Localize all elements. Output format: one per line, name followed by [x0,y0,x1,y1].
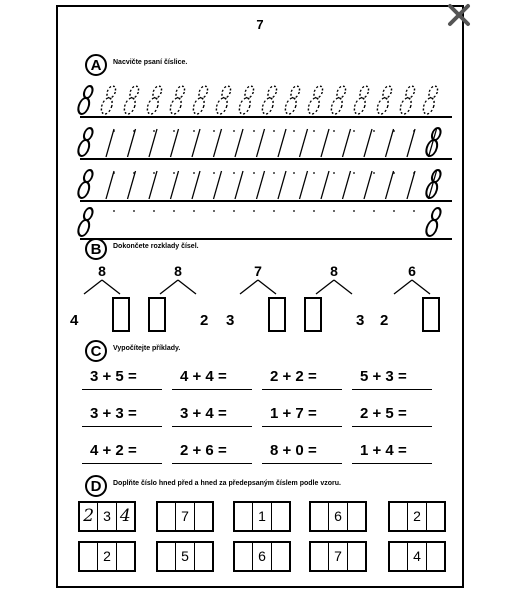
model-digit-eight [425,208,442,236]
tree-left-number: 2 [380,312,389,329]
tree-top-number: 8 [174,263,182,279]
traced-digit-eight [100,86,117,114]
slant-guide-line [149,129,157,157]
tree-top-number: 7 [254,263,262,279]
given-number: 7 [329,543,347,570]
slant-guide-line [300,171,308,199]
guide-dot [153,210,155,212]
guide-dot [193,172,195,174]
answer-cell[interactable] [195,503,212,530]
tree-top-number: 8 [98,263,106,279]
section-c-marker: C [85,340,107,362]
slant-guide-line [407,129,415,157]
section-c-instruction: Vypočítejte příklady. [113,345,181,352]
number-triplet [233,501,291,532]
guide-dot [393,130,395,132]
guide-dot [273,210,275,212]
slant-guide-line [343,129,351,157]
guide-dot [393,172,395,174]
guide-dot [253,210,255,212]
handwriting-practice-area [58,73,462,243]
guide-dot [133,210,135,212]
answer-box-left[interactable] [304,297,322,332]
guide-dot [253,130,255,132]
guide-dot [113,172,115,174]
slant-guide-line [192,129,200,157]
answer-box-right[interactable] [268,297,286,332]
model-digit-eight [77,86,94,114]
slant-guide-line [257,129,265,157]
tree-branches [80,279,124,295]
slant-guide-line [192,171,200,199]
given-number: 2 [98,543,116,570]
model-digit-eight [77,128,94,156]
guide-dot [373,130,375,132]
guide-dot [353,172,355,174]
slant-guide-line [171,129,179,157]
neighbor-numbers-area [58,495,462,585]
guide-dot [153,130,155,132]
answer-cell[interactable] [390,503,408,530]
addition-equation: 2 + 6 = [180,442,227,459]
slant-guide-line [364,171,372,199]
addition-equation: 8 + 0 = [270,442,317,459]
answer-cell[interactable] [158,543,176,570]
number-triplet [233,541,291,572]
answer-line[interactable] [172,463,252,464]
guide-dot [313,210,315,212]
guide-dot [173,210,175,212]
section-b-marker: B [85,238,107,260]
slant-guide-line [106,129,114,157]
guide-dot [373,172,375,174]
guide-dot [373,210,375,212]
slant-guide-line [343,171,351,199]
traced-digit-eight [307,86,324,114]
model-digit-eight [77,208,94,236]
answer-line[interactable] [352,426,432,427]
answer-line[interactable] [352,389,432,390]
answer-box-right[interactable] [422,297,440,332]
answer-cell[interactable]: 2 [80,503,98,530]
answer-box-left[interactable] [148,297,166,332]
traced-digit-eight [123,86,140,114]
traced-digit-eight [146,86,163,114]
traced-digit-eight [376,86,393,114]
answer-line[interactable] [82,463,162,464]
slant-guide-line [278,129,286,157]
traced-digit-eight [330,86,347,114]
answer-line[interactable] [172,389,252,390]
slant-guide-line [235,129,243,157]
slant-guide-line [321,171,329,199]
traced-digit-eight [284,86,301,114]
guide-dot [193,210,195,212]
tree-branches [156,279,200,295]
guide-dot [213,172,215,174]
number-triplet [156,541,214,572]
traced-digit-eight [422,86,439,114]
slant-guide-line [300,129,308,157]
given-number: 7 [176,503,194,530]
answer-cell[interactable] [80,543,98,570]
section-a-marker: A [85,54,107,76]
answer-cell[interactable] [235,503,253,530]
guide-dot [333,130,335,132]
guide-dot [293,130,295,132]
answer-cell[interactable] [348,503,365,530]
slant-guide-line [106,171,114,199]
traced-digit-eight [261,86,278,114]
number-triplet [388,501,446,532]
given-number: 6 [329,503,347,530]
traced-digit-eight [353,86,370,114]
addition-equation: 2 + 5 = [360,405,407,422]
tree-branches [312,279,356,295]
tree-top-number: 8 [330,263,338,279]
number-triplet [156,501,214,532]
addition-equation: 1 + 4 = [360,442,407,459]
given-number: 2 [408,503,426,530]
answer-line[interactable] [352,463,432,464]
section-b-instruction: Dokončete rozklady čísel. [113,243,199,250]
slant-guide-line [128,129,136,157]
answer-cell[interactable] [235,543,253,570]
guide-dot [393,210,395,212]
answer-line[interactable] [262,463,342,464]
answer-cell[interactable] [348,543,365,570]
guide-dot [113,130,115,132]
answer-cell[interactable] [390,543,408,570]
answer-cell[interactable] [158,503,176,530]
given-number: 1 [253,503,271,530]
slant-guide-line [214,129,222,157]
guide-dot [313,172,315,174]
guide-dot [413,172,415,174]
slant-guide-line [386,129,394,157]
answer-line[interactable] [82,426,162,427]
number-decomposition-area [58,257,462,337]
slant-guide-line [321,129,329,157]
guide-dot [213,130,215,132]
guide-dot [333,210,335,212]
guide-dot [413,130,415,132]
tree-branches [236,279,280,295]
guide-dot [333,172,335,174]
answer-cell[interactable] [311,503,329,530]
guide-dot [233,130,235,132]
guide-dot [173,172,175,174]
slant-guide-line [364,129,372,157]
answer-cell[interactable] [272,543,289,570]
traced-digit-eight [192,86,209,114]
number-triplet [78,541,136,572]
guide-dot [213,210,215,212]
slant-guide-line [128,171,136,199]
answer-line[interactable] [172,426,252,427]
tree-right-number: 2 [200,312,209,329]
traced-digit-eight [238,86,255,114]
slant-guide-line [214,171,222,199]
guide-dot [353,130,355,132]
answer-cell[interactable]: 4 [119,506,131,526]
guide-dot [113,210,115,212]
guide-dot [293,172,295,174]
tree-branches [390,279,434,295]
guide-dot [273,130,275,132]
traced-digit-eight [169,86,186,114]
answer-cell[interactable] [272,503,289,530]
tree-top-number: 6 [408,263,416,279]
addition-equation: 3 + 5 = [90,368,137,385]
answer-line[interactable] [82,389,162,390]
given-number: 3 [98,503,116,530]
number-triplet [309,541,367,572]
addition-equation: 5 + 3 = [360,368,407,385]
slant-guide-line [171,171,179,199]
answer-box-right[interactable] [112,297,130,332]
guide-dot [133,172,135,174]
guide-dot [233,172,235,174]
addition-equation: 2 + 2 = [270,368,317,385]
guide-dot [153,172,155,174]
practice-rows [58,73,462,243]
answer-line[interactable] [262,426,342,427]
answer-cell[interactable] [427,543,444,570]
section-d-instruction: Doplňte číslo hned před a hned za předepsaným číslem podle vzoru. [113,480,341,487]
number-triplet [388,541,446,572]
addition-equation: 4 + 2 = [90,442,137,459]
number-triplet [309,501,367,532]
tree-right-number: 3 [356,312,365,329]
worksheet-page [56,5,464,588]
addition-equation: 3 + 3 = [90,405,137,422]
answer-cell[interactable] [311,543,329,570]
tree-left-number: 4 [70,312,79,329]
slant-guide-line [386,171,394,199]
traced-digit-eight [215,86,232,114]
given-number: 4 [408,543,426,570]
guide-dot [233,210,235,212]
guide-dot [253,172,255,174]
addition-equation: 1 + 7 = [270,405,317,422]
guide-dot [413,210,415,212]
guide-dot [273,172,275,174]
slant-guide-line [278,171,286,199]
slant-guide-line [257,171,265,199]
answer-cell[interactable] [427,503,444,530]
close-icon[interactable] [446,2,472,28]
page-number: 7 [256,17,264,32]
addition-equation: 3 + 4 = [180,405,227,422]
tree-left-number: 3 [226,312,235,329]
answer-line[interactable] [262,389,342,390]
given-number: 6 [253,543,271,570]
slant-guide-line [235,171,243,199]
given-number: 5 [176,543,194,570]
guide-dot [193,130,195,132]
number-triplet [78,501,136,532]
slant-guide-line [407,171,415,199]
answer-cell[interactable] [195,543,212,570]
section-a-instruction: Nacvičte psaní číslice. [113,59,188,66]
traced-digit-eight [399,86,416,114]
guide-dot [133,130,135,132]
slant-guide-line [149,171,157,199]
section-d-marker: D [85,475,107,497]
answer-cell[interactable] [117,543,134,570]
model-digit-eight [77,170,94,198]
addition-exercises-area [58,362,462,472]
addition-equation: 4 + 4 = [180,368,227,385]
guide-dot [173,130,175,132]
guide-dot [353,210,355,212]
guide-dot [293,210,295,212]
guide-dot [313,130,315,132]
